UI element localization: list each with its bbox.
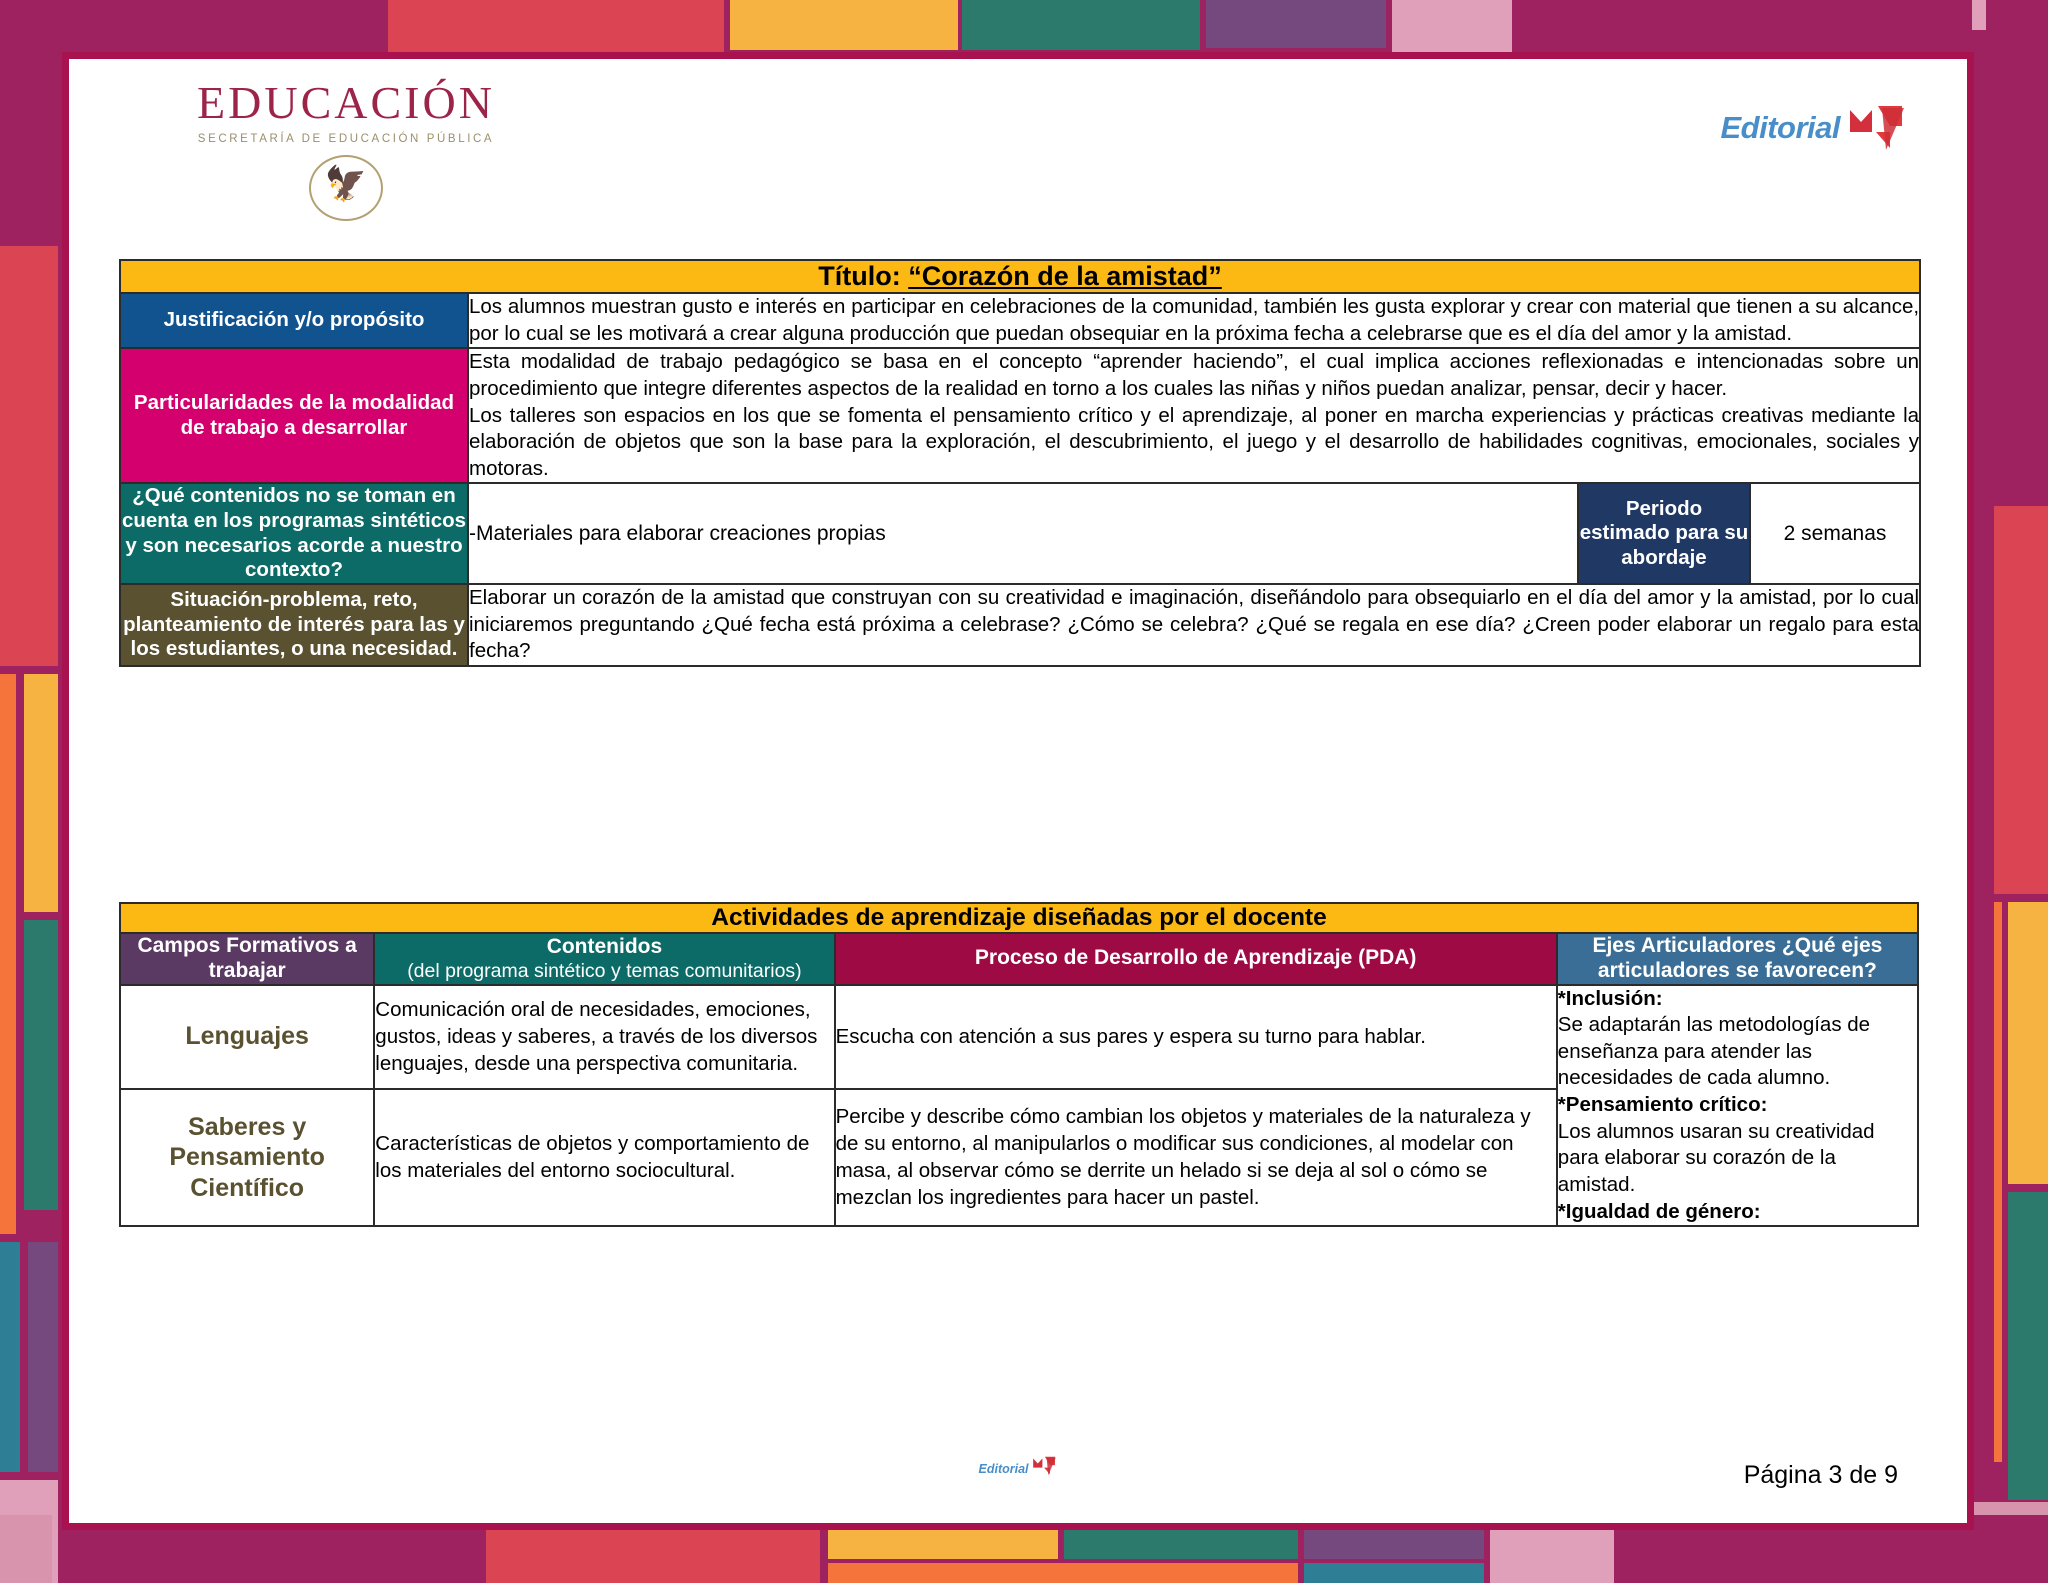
footer-logo-text: Editorial bbox=[978, 1461, 1029, 1476]
row-label-situacion-problema: Situación-problema, reto, planteamiento de interés para las y los estudiantes, o una necesidad. bbox=[120, 584, 468, 666]
eje-body-inclusion: Se adaptarán las metodologías de enseñanza para atender las necesidades de cada alumno. bbox=[1557, 1013, 1871, 1090]
eje-heading-pensamiento-critico: *Pensamiento crítico: bbox=[1557, 1093, 1768, 1117]
frame-top-strip bbox=[0, 0, 2048, 58]
row-text-contenidos-faltantes: -Materiales para elaborar creaciones propias bbox=[468, 483, 1578, 583]
sep-title: EDUCACIÓN bbox=[197, 77, 495, 128]
column-header-pda: Proceso de Desarrollo de Aprendizaje (PDA) bbox=[835, 933, 1557, 985]
activities-section-title: Actividades de aprendizaje diseñadas por el docente bbox=[120, 903, 1918, 933]
table-row-title bbox=[120, 260, 1920, 293]
table-row-situacion-problema bbox=[120, 584, 1920, 666]
table-row-justificacion bbox=[120, 293, 1920, 348]
particularidades-paragraph-2: Los talleres son espacios en los que se fomenta el pensamiento crítico y el aprendizaje, al poner en marcha experiencias y prácticas creativas mediante la elaboración de objetos que son la base para la exploración, el descubrimiento, el juego y el desarrollo de habilidades cognitivas, emocionales, sociales y motoras. bbox=[469, 403, 1920, 480]
row-label-contenidos-faltantes: ¿Qué contenidos no se toman en cuenta en los programas sintéticos y son necesarios acorde a nuestro contexto? bbox=[120, 483, 468, 583]
footer-editorial-logo bbox=[978, 1455, 1057, 1482]
activities-title-row bbox=[120, 903, 1918, 933]
eje-heading-igualdad-genero: *Igualdad de género: bbox=[1557, 1199, 1761, 1223]
frame-right-strip bbox=[1972, 0, 2048, 1583]
column-header-contenidos bbox=[374, 933, 834, 985]
table-row-particularidades bbox=[120, 348, 1920, 483]
eje-body-pensamiento-critico: Los alumnos usaran su creatividad para elaborar su corazón de la amistad. bbox=[1557, 1119, 1875, 1197]
sep-logo bbox=[136, 77, 556, 221]
mexican-eagle-seal-icon: 🦅 bbox=[309, 155, 383, 221]
contenido-lenguajes: Comunicación oral de necesidades, emociones, gustos, ideas y saberes, a través de los diversos lenguajes, desde una perspectiva comunitaria. bbox=[374, 985, 834, 1089]
row-text-particularidades bbox=[468, 348, 1920, 483]
sep-subtitle: SECRETARÍA DE EDUCACIÓN PÚBLICA bbox=[197, 133, 495, 145]
plan-title-cell bbox=[120, 260, 1920, 293]
row-text-justificacion: Los alumnos muestran gusto e interés en participar en celebraciones de la comunidad, también les gusta explorar y crear con material que tienen a su alcance, por lo cual se les motivará a crear alguna producción que puedan obsequiar en la próxima fecha a celebrarse que es el día del amor y la amistad. bbox=[468, 293, 1920, 348]
activities-table bbox=[119, 902, 1919, 1227]
activities-header-row bbox=[120, 933, 1918, 985]
row-text-situacion-problema: Elaborar un corazón de la amistad que construyan con su creatividad e imaginación, diseñándolo para obsequiarlo en el día del amor y la amistad, por lo cual iniciaremos preguntando ¿Qué fecha está próxima a celebrase? ¿Cómo se celebra? ¿Qué se regala en ese día? ¿Creen poder elaborar un regalo para esta fecha? bbox=[468, 584, 1920, 666]
campo-formativo-saberes: Saberes y Pensamiento Científico bbox=[120, 1089, 374, 1227]
document-footer bbox=[76, 1438, 1960, 1498]
page-number: Página 3 de 9 bbox=[1743, 1461, 1898, 1489]
contenidos-subtitle: (del programa sintético y temas comunitarios) bbox=[407, 959, 802, 982]
plan-table-top bbox=[119, 259, 1919, 667]
plan-title-prefix: Título: bbox=[818, 261, 909, 291]
column-header-campos: Campos Formativos a trabajar bbox=[120, 933, 374, 985]
table-row-contenidos-faltantes bbox=[120, 483, 1920, 583]
document-page bbox=[62, 52, 1974, 1530]
periodo-estimado-label: Periodo estimado para su abordaje bbox=[1578, 483, 1750, 583]
table-row-lenguajes bbox=[120, 985, 1918, 1089]
row-label-justificacion: Justificación y/o propósito bbox=[120, 293, 468, 348]
md-arrow-mark-icon bbox=[1846, 102, 1908, 154]
campo-formativo-lenguajes: Lenguajes bbox=[120, 985, 374, 1089]
frame-left-strip bbox=[0, 0, 58, 1583]
footer-md-arrow-icon bbox=[1032, 1455, 1058, 1482]
contenido-saberes: Características de objetos y comportamiento de los materiales del entorno sociocultural. bbox=[374, 1089, 834, 1227]
plan-title-value: “Corazón de la amistad” bbox=[908, 261, 1222, 291]
column-header-ejes: Ejes Articuladores ¿Qué ejes articuladores se favorecen? bbox=[1557, 933, 1918, 985]
pda-lenguajes: Escucha con atención a sus pares y espera su turno para hablar. bbox=[835, 985, 1557, 1089]
row-label-particularidades: Particularidades de la modalidad de trabajo a desarrollar bbox=[120, 348, 468, 483]
periodo-estimado-value: 2 semanas bbox=[1750, 483, 1920, 583]
pda-saberes: Percibe y describe cómo cambian los objetos y materiales de la naturaleza y de su entorno, al manipularlos o modificar sus condiciones, al modelar con masa, al observar cómo se derrite un helado si se deja al sol o cómo se mezclan los ingredientes para hacer un pastel. bbox=[835, 1089, 1557, 1227]
eje-heading-inclusion: *Inclusión: bbox=[1557, 986, 1663, 1010]
ejes-articuladores-cell bbox=[1557, 985, 1918, 1227]
editorial-logo-text: Editorial bbox=[1720, 110, 1840, 145]
particularidades-paragraph-1: Esta modalidad de trabajo pedagógico se basa en el concepto “aprender haciendo”, el cual implica acciones reflexionadas e intencionadas sobre un procedimiento que integre diferentes aspectos de la realidad en torno a los cuales las niñas y niños puedan analizar, pensar, decir y hacer. bbox=[469, 350, 1920, 400]
contenidos-title: Contenidos bbox=[546, 934, 663, 958]
editorial-md-logo bbox=[1720, 102, 1908, 154]
document-header bbox=[76, 66, 1960, 241]
